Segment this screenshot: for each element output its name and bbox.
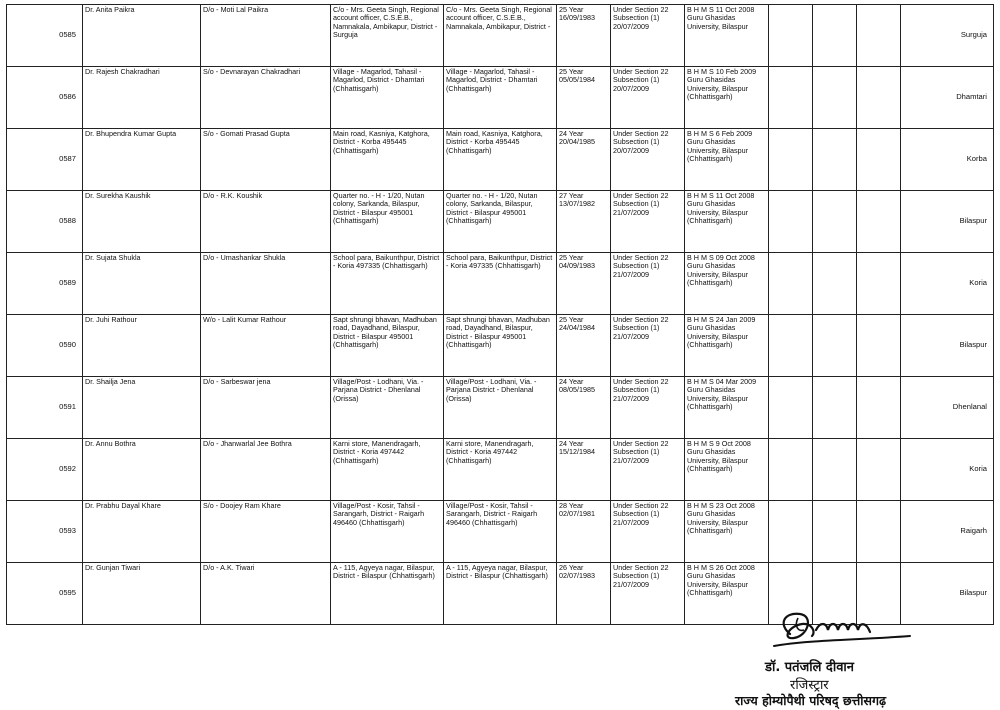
- blank-cell: [769, 191, 813, 253]
- serial-number: 0585: [7, 5, 83, 67]
- registration-section: Under Section 22 Subsection (1) 21/07/2009: [611, 191, 685, 253]
- blank-cell: [813, 67, 857, 129]
- qualification: B H M S 09 Oct 2008 Guru Ghasidas University, Bilaspur (Chhattisgarh): [685, 253, 769, 315]
- table-row: [7, 191, 994, 253]
- age-and-dob: 24 Year 15/12/1984: [557, 439, 611, 501]
- registration-section: Under Section 22 Subsection (1) 21/07/2009: [611, 439, 685, 501]
- parent-or-spouse: S/o - Devnarayan Chakradhari: [201, 67, 331, 129]
- blank-cell: [813, 377, 857, 439]
- doctor-name: Dr. Annu Bothra: [83, 439, 201, 501]
- age-and-dob: 25 Year 24/04/1984: [557, 315, 611, 377]
- doctor-name: Dr. Bhupendra Kumar Gupta: [83, 129, 201, 191]
- parent-or-spouse: D/o - Moti Lal Paikra: [201, 5, 331, 67]
- parent-or-spouse: S/o - Doojey Ram Khare: [201, 501, 331, 563]
- registration-section: Under Section 22 Subsection (1) 21/07/2009: [611, 501, 685, 563]
- age-and-dob: 24 Year 08/05/1985: [557, 377, 611, 439]
- correspondence-address: Sapt shrungi bhavan, Madhuban road, Dayadhand, Bilaspur, District - Bilaspur 495001 (Chhattisgarh): [444, 315, 557, 377]
- district: Koria: [901, 253, 994, 315]
- blank-cell: [813, 501, 857, 563]
- qualification: B H M S 26 Oct 2008 Guru Ghasidas University, Bilaspur (Chhattisgarh): [685, 563, 769, 625]
- permanent-address: Village/Post - Lodhani, Via. - Parjana District - Dhenlanal (Orissa): [331, 377, 444, 439]
- age-and-dob: 25 Year 04/09/1983: [557, 253, 611, 315]
- doctor-name: Dr. Rajesh Chakradhari: [83, 67, 201, 129]
- serial-number: 0591: [7, 377, 83, 439]
- blank-cell: [813, 439, 857, 501]
- correspondence-address: Village - Magarlod, Tahasil - Magarlod, District - Dhamtari (Chhattisgarh): [444, 67, 557, 129]
- correspondence-address: School para, Baikunthpur, District - Koria 497335 (Chhattisgarh): [444, 253, 557, 315]
- registration-section: Under Section 22 Subsection (1) 21/07/2009: [611, 377, 685, 439]
- district: Raigarh: [901, 501, 994, 563]
- blank-cell: [857, 439, 901, 501]
- blank-cell: [769, 253, 813, 315]
- correspondence-address: C/o - Mrs. Geeta Singh, Regional account officer, C.S.E.B., Namnakala, Ambikapur, District -: [444, 5, 557, 67]
- age-and-dob: 27 Year 13/07/1982: [557, 191, 611, 253]
- blank-cell: [813, 315, 857, 377]
- council-name: राज्य होम्योपैथी परिषद् छत्तीसगढ़: [735, 693, 887, 708]
- registration-section: Under Section 22 Subsection (1) 20/07/2009: [611, 129, 685, 191]
- district: Dhenlanal: [901, 377, 994, 439]
- correspondence-address: Quarter no. - H - 1/20, Nutan colony, Sarkanda, Bilaspur, District - Bilaspur 495001 (Chhattisgarh): [444, 191, 557, 253]
- parent-or-spouse: W/o - Lalit Kumar Rathour: [201, 315, 331, 377]
- age-and-dob: 26 Year 02/07/1983: [557, 563, 611, 625]
- blank-cell: [813, 253, 857, 315]
- blank-cell: [857, 315, 901, 377]
- doctor-name: Dr. Sujata Shukla: [83, 253, 201, 315]
- registration-section: Under Section 22 Subsection (1) 21/07/2009: [611, 315, 685, 377]
- age-and-dob: 28 Year 02/07/1981: [557, 501, 611, 563]
- doctor-name: Dr. Prabhu Dayal Khare: [83, 501, 201, 563]
- blank-cell: [769, 129, 813, 191]
- serial-number: 0595: [7, 563, 83, 625]
- table-row: [7, 129, 994, 191]
- qualification: B H M S 6 Feb 2009 Guru Ghasidas University, Bilaspur (Chhattisgarh): [685, 129, 769, 191]
- qualification: B H M S 23 Oct 2008 Guru Ghasidas University, Bilaspur (Chhattisgarh): [685, 501, 769, 563]
- doctor-name: Dr. Anita Paikra: [83, 5, 201, 67]
- parent-or-spouse: S/o - Gomati Prasad Gupta: [201, 129, 331, 191]
- parent-or-spouse: D/o - A.K. Tiwari: [201, 563, 331, 625]
- district: Surguja: [901, 5, 994, 67]
- correspondence-address: Main road, Kasniya, Katghora, District - Korba 495445 (Chhattisgarh): [444, 129, 557, 191]
- permanent-address: Village/Post - Kosir, Tahsil - Sarangarh, District - Raigarh 496460 (Chhattisgarh): [331, 501, 444, 563]
- signature-image: [768, 606, 918, 652]
- registration-section: Under Section 22 Subsection (1) 21/07/2009: [611, 563, 685, 625]
- district: Dhamtari: [901, 67, 994, 129]
- permanent-address: Main road, Kasniya, Katghora, District - Korba 495445 (Chhattisgarh): [331, 129, 444, 191]
- district: Bilaspur: [901, 191, 994, 253]
- qualification: B H M S 24 Jan 2009 Guru Ghasidas University, Bilaspur (Chhattisgarh): [685, 315, 769, 377]
- registration-table: [6, 4, 994, 625]
- table-row: [7, 5, 994, 67]
- blank-cell: [769, 5, 813, 67]
- serial-number: 0593: [7, 501, 83, 563]
- table-row: [7, 377, 994, 439]
- blank-cell: [813, 191, 857, 253]
- blank-cell: [769, 501, 813, 563]
- permanent-address: School para, Baikunthpur, District - Koria 497335 (Chhattisgarh): [331, 253, 444, 315]
- permanent-address: Sapt shrungi bhavan, Madhuban road, Dayadhand, Bilaspur, District - Bilaspur 495001 (Chhattisgarh): [331, 315, 444, 377]
- blank-cell: [769, 439, 813, 501]
- blank-cell: [857, 253, 901, 315]
- serial-number: 0588: [7, 191, 83, 253]
- serial-number: 0592: [7, 439, 83, 501]
- correspondence-address: Karni store, Manendragarh, District - Koria 497442 (Chhattisgarh): [444, 439, 557, 501]
- permanent-address: C/o - Mrs. Geeta Singh, Regional account officer, C.S.E.B., Namnakala, Ambikapur, District - Surguja: [331, 5, 444, 67]
- blank-cell: [813, 5, 857, 67]
- blank-cell: [857, 377, 901, 439]
- blank-cell: [769, 377, 813, 439]
- table-row: [7, 439, 994, 501]
- qualification: B H M S 04 Mar 2009 Guru Ghasidas University, Bilaspur (Chhattisgarh): [685, 377, 769, 439]
- registration-section: Under Section 22 Subsection (1) 20/07/2009: [611, 5, 685, 67]
- blank-cell: [857, 5, 901, 67]
- permanent-address: Quarter no. - H - 1/20, Nutan colony, Sarkanda, Bilaspur, District - Bilaspur 495001 (Chhattisgarh): [331, 191, 444, 253]
- serial-number: 0587: [7, 129, 83, 191]
- correspondence-address: A - 115, Agyeya nagar, Bilaspur, District - Bilaspur (Chhattisgarh): [444, 563, 557, 625]
- qualification: B H M S 10 Feb 2009 Guru Ghasidas University, Bilaspur (Chhattisgarh): [685, 67, 769, 129]
- signatory-role: रजिस्ट्रार: [790, 678, 829, 693]
- registration-section: Under Section 22 Subsection (1) 21/07/2009: [611, 253, 685, 315]
- doctor-name: Dr. Surekha Kaushik: [83, 191, 201, 253]
- serial-number: 0589: [7, 253, 83, 315]
- permanent-address: Village - Magarlod, Tahasil - Magarlod, District - Dhamtari (Chhattisgarh): [331, 67, 444, 129]
- parent-or-spouse: D/o - R.K. Koushik: [201, 191, 331, 253]
- age-and-dob: 25 Year 05/05/1984: [557, 67, 611, 129]
- blank-cell: [857, 67, 901, 129]
- blank-cell: [769, 315, 813, 377]
- serial-number: 0586: [7, 67, 83, 129]
- doctor-name: Dr. Shailja Jena: [83, 377, 201, 439]
- blank-cell: [857, 191, 901, 253]
- parent-or-spouse: D/o - Umashankar Shukla: [201, 253, 331, 315]
- district: Koria: [901, 439, 994, 501]
- qualification: B H M S 11 Oct 2008 Guru Ghasidas University, Bilaspur (Chhattisgarh): [685, 191, 769, 253]
- district: Bilaspur: [901, 563, 994, 625]
- doctor-name: Dr. Juhi Rathour: [83, 315, 201, 377]
- age-and-dob: 24 Year 20/04/1985: [557, 129, 611, 191]
- blank-cell: [857, 501, 901, 563]
- permanent-address: Karni store, Manendragarh, District - Koria 497442 (Chhattisgarh): [331, 439, 444, 501]
- age-and-dob: 25 Year 16/09/1983: [557, 5, 611, 67]
- correspondence-address: Village/Post - Kosir, Tahsil - Sarangarh, District - Raigarh 496460 (Chhattisgarh): [444, 501, 557, 563]
- blank-cell: [813, 129, 857, 191]
- qualification: B H M S 11 Oct 2008 Guru Ghasidas University, Bilaspur: [685, 5, 769, 67]
- table-row: [7, 253, 994, 315]
- parent-or-spouse: D/o - Sarbeswar jena: [201, 377, 331, 439]
- parent-or-spouse: D/o - Jhanwarlal Jee Bothra: [201, 439, 331, 501]
- table-row: [7, 67, 994, 129]
- table-row: [7, 315, 994, 377]
- serial-number: 0590: [7, 315, 83, 377]
- table-row: [7, 501, 994, 563]
- blank-cell: [769, 67, 813, 129]
- blank-cell: [857, 129, 901, 191]
- permanent-address: A - 115, Agyeya nagar, Bilaspur, District - Bilaspur (Chhattisgarh): [331, 563, 444, 625]
- district: Korba: [901, 129, 994, 191]
- correspondence-address: Village/Post - Lodhani, Via. - Parjana District - Dhenlanal (Orissa): [444, 377, 557, 439]
- qualification: B H M S 9 Oct 2008 Guru Ghasidas University, Bilaspur (Chhattisgarh): [685, 439, 769, 501]
- signatory-name: डॉ. पतंजलि दीवान: [765, 660, 855, 675]
- doctor-name: Dr. Gunjan Tiwari: [83, 563, 201, 625]
- district: Bilaspur: [901, 315, 994, 377]
- registration-section: Under Section 22 Subsection (1) 20/07/2009: [611, 67, 685, 129]
